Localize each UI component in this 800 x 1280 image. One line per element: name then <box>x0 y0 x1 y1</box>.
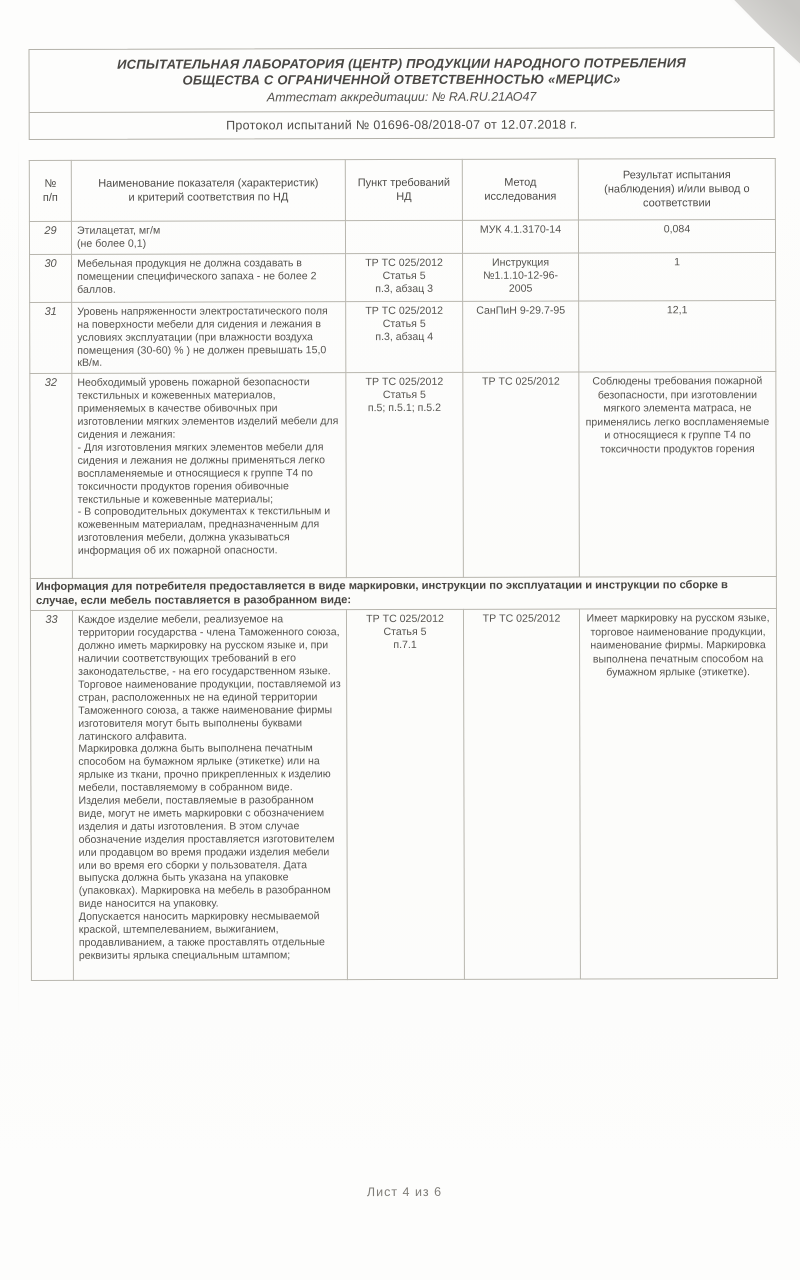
method-cell: ТР ТС 025/2012 <box>463 609 580 979</box>
method-cell: ТР ТС 025/2012 <box>463 372 580 577</box>
result-cell: 1 <box>579 252 776 301</box>
consumer-info-row <box>30 577 776 611</box>
row-number-cell: 29 <box>29 221 71 254</box>
column-header-requirement: Пункт требований НД <box>345 159 462 220</box>
result-cell: Имеет маркировку на русском языке, торговое наименование продукции, наименование фирмы. Маркировка выполнена печатным способом на бумажном ярлыке (этикетке). <box>579 609 777 980</box>
requirement-cell: ТР ТС 025/2012 Статья 5 п.7.1 <box>346 610 464 980</box>
row-number-cell: 33 <box>30 611 73 981</box>
column-header-method: Метод исследования <box>462 159 578 220</box>
indicator-cell: Уровень напряженности электростатического поля на поверхности мебели для сидения и лежания в условиях эксплуатации (при влажности воздуха помещения (30-60) % ) не должен превышать 15,0 кВ/м. <box>72 301 346 373</box>
result-cell: Соблюдены требования пожарной безопасности, при изготовлении мягкого элемента матраса, не применялись легко воспламеняемые и относящиеся к группе Т4 по токсичности продуктов горения <box>579 372 777 578</box>
protocol-number-line: Протокол испытаний № 01696-08/2018-07 от 12.07.2018 г. <box>226 117 578 133</box>
lab-name-line2: ОБЩЕСТВА С ОГРАНИЧЕННОЙ ОТВЕТСТВЕННОСТЬЮ «МЕРЦИС» <box>182 71 621 88</box>
test-results-table <box>29 158 778 981</box>
page-number: Лист 4 из 6 <box>366 1185 443 1200</box>
table-row <box>29 220 775 255</box>
accreditation-line: Аттестат аккредитации: № RA.RU.21АО47 <box>266 89 537 105</box>
column-header-result: Результат испытания (наблюдения) и/или вывод о соответствии <box>578 159 775 221</box>
document-content <box>28 47 777 1200</box>
scan-edge-artifact <box>18 140 19 1040</box>
laboratory-title-block <box>29 48 773 113</box>
result-cell: 0,084 <box>578 220 775 253</box>
table-row <box>30 609 777 981</box>
table-header-row <box>29 159 775 222</box>
requirement-cell: ТР ТС 025/2012 Статья 5 п.5; п.5.1; п.5.2 <box>346 373 464 578</box>
column-header-indicator: Наименование показателя (характеристик) и критерий соответствия по НД <box>71 160 345 222</box>
indicator-cell: Каждое изделие мебели, реализуемое на территории государства - члена Таможенного союза, должно иметь маркировку на русском языке и, при наличии соответствующих требований в его законодательстве, - на его государственном языке. Торговое наименование продукции, поставляемой из стран, расположенных не на единой территории Таможенного союза, а также наименование фирмы изготовителя могут быть выполнены буквами латинского алфавита. Маркировка должна быть выполнена печатным способом на бумажном ярлыке (этикетке) или на ярлыке из ткани, прочно прикрепленных к изделию мебели, поставляемому в собранном виде. Изделия мебели, поставляемые в разобранном виде, могут не иметь маркировки с обозначением изделия и даты изготовления. В этом случае обозначение изделия проставляется изготовителем или продавцом во время продажи изделия мебели или во время его сборки у пользователя. Дата выпуска должна быть указана на упаковке (упаковках). Маркировка на мебель в разобранном виде наносится на упаковку. Допускается наносить маркировку несмываемой краской, штемпелеванием, выжиганием, продавливанием, а также проставлять отдельные реквизиты ярлыка специальным штампом; <box>72 610 347 981</box>
consumer-info-text: Информация для потребителя предоставляется в виде маркировки, инструкции по эксплуатации и инструкции по сборке в случае, если мебель поставляется в разобранном виде: <box>30 577 776 611</box>
row-number-cell: 32 <box>30 374 73 579</box>
indicator-cell: Мебельная продукция не должна создавать в помещении специфического запаха - не более 2 баллов. <box>72 253 346 302</box>
table-row <box>30 252 776 302</box>
table-row <box>30 300 776 373</box>
row-number-cell: 30 <box>30 254 72 302</box>
requirement-cell: ТР ТС 025/2012 Статья 5 п.3, абзац 4 <box>346 301 463 373</box>
result-cell: 12,1 <box>579 300 776 372</box>
requirement-cell <box>345 220 462 253</box>
column-header-number: № п/п <box>29 160 71 221</box>
method-cell: СанПиН 9-29.7-95 <box>463 301 579 373</box>
requirement-cell: ТР ТС 025/2012 Статья 5 п.3, абзац 3 <box>346 253 463 301</box>
document-header <box>28 47 774 140</box>
method-cell: МУК 4.1.3170-14 <box>462 220 578 253</box>
table-row <box>30 372 777 579</box>
indicator-cell: Необходимый уровень пожарной безопасности текстильных и кожевенных материалов, применяемых в качестве обивочных при изготовлении мягких элементов изделий мебели для сидения и лежания: - Для изготовления мягких элементов мебели для сидения и лежания не должны применяться легко воспламеняемые и относящиеся к группе Т4 по токсичности продуктов горения обивочные текстильные и кожевенные материалы; - В сопроводительных документах к текстильным и кожевенным материалам, предназначенным для изготовления мебели, должна указываться информация об их пожарной опасности. <box>72 373 347 579</box>
indicator-cell: Этилацетат, мг/м (не более 0,1) <box>71 221 345 255</box>
row-number-cell: 31 <box>30 302 72 374</box>
method-cell: Инструкция №1.1.10-12-96- 2005 <box>463 253 579 301</box>
lab-name-line1: ИСПЫТАТЕЛЬНАЯ ЛАБОРАТОРИЯ (ЦЕНТР) ПРОДУКЦИИ НАРОДНОГО ПОТРЕБЛЕНИЯ <box>117 55 686 72</box>
